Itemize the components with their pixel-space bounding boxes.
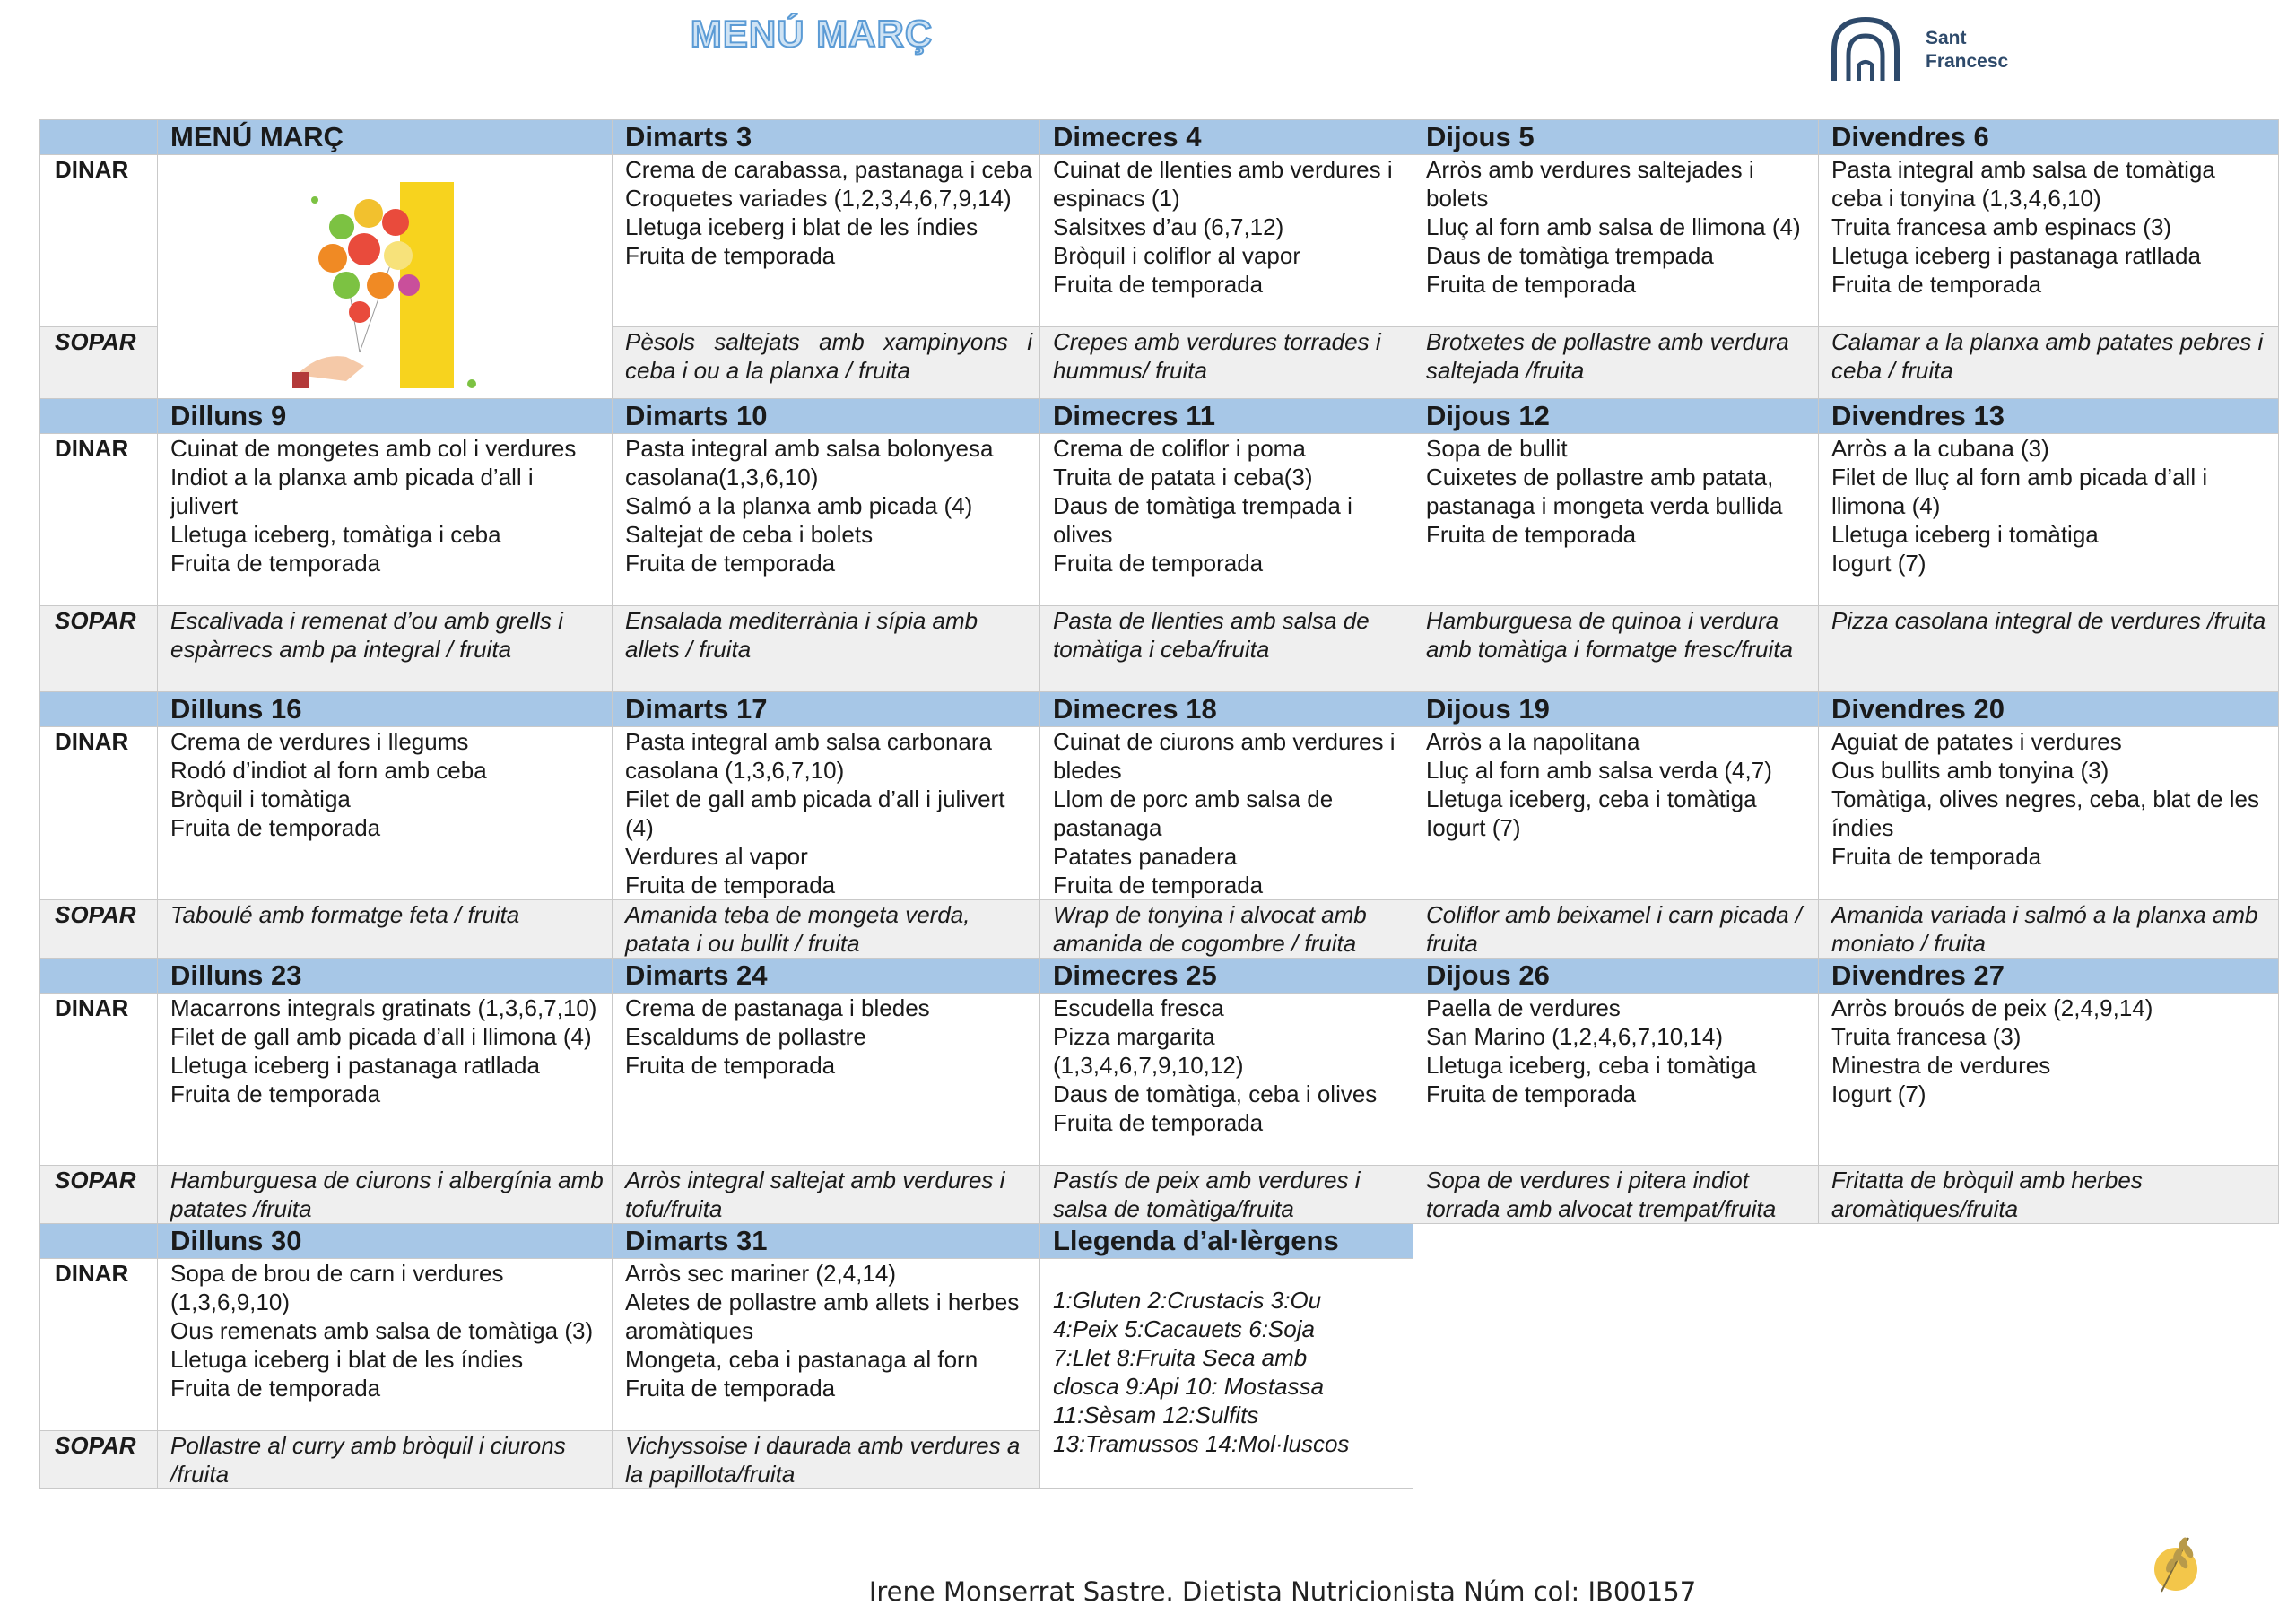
dish: Crema de coliflor i poma	[1053, 435, 1306, 462]
dish: Lletuga iceberg i pastanaga ratllada	[1831, 242, 2201, 269]
dish: Bròquil i tomàtiga	[170, 785, 351, 812]
dish: Crema de carabassa, pastanaga i ceba	[625, 156, 1032, 183]
header-corner-label	[40, 1224, 158, 1259]
day-header: Dijous 26	[1413, 959, 1819, 994]
dish: Escaldums de pollastre	[625, 1023, 866, 1050]
dish: Rodó d’indiot al forn amb ceba	[170, 757, 487, 784]
dish: Arròs brouós de peix (2,4,9,14)	[1831, 994, 2153, 1021]
dish: Pasta integral amb salsa carbonara casolana (1,3,6,7,10)	[625, 728, 993, 784]
sopar-row	[40, 900, 2279, 959]
dish: Croquetes variades (1,2,3,4,6,7,9,14)	[625, 185, 1012, 212]
dinar-cell	[613, 727, 1040, 900]
dinar-label: DINAR	[40, 155, 158, 327]
dish: Ous remenats amb salsa de tomàtiga (3)	[170, 1317, 594, 1344]
dish: Saltejat de ceba i bolets	[625, 521, 874, 548]
dinar-row	[40, 434, 2279, 606]
day-header: Dijous 12	[1413, 399, 1819, 434]
sopar-cell: Calamar a la planxa amb patates pebres i ceba / fruita	[1819, 327, 2279, 399]
header-corner-label	[40, 959, 158, 994]
dish: Sopa de bullit	[1426, 435, 1568, 462]
legend-line: 7:Llet 8:Fruita Seca amb	[1053, 1344, 1308, 1371]
dish: Lluç al forn amb salsa verda (4,7)	[1426, 757, 1772, 784]
dish: Pasta integral amb salsa de tomàtiga ceba i tonyina (1,3,4,6,10)	[1831, 156, 2215, 212]
dish: Fruita de temporada	[1053, 872, 1264, 898]
dinar-cell	[1413, 727, 1819, 900]
dinar-cell	[613, 155, 1040, 327]
dish: Fruita de temporada	[625, 1052, 836, 1079]
dinar-cell	[1413, 434, 1819, 606]
fruit-illustration-cell	[158, 155, 613, 399]
dish: Lletuga iceberg i tomàtiga	[1831, 521, 2099, 548]
dinar-cell	[1413, 994, 1819, 1166]
dish: Fruita de temporada	[625, 242, 836, 269]
dish: Daus de tomàtiga, ceba i olives	[1053, 1081, 1378, 1107]
day-header: Dimarts 24	[613, 959, 1040, 994]
school-logo	[1825, 14, 2031, 86]
dinar-row	[40, 155, 2279, 327]
sopar-cell: Amanida variada i salmó a la planxa amb moniato / fruita	[1819, 900, 2279, 959]
dish: Cuinat de llenties amb verdures i espinacs (1)	[1053, 156, 1393, 212]
dish: Filet de gall amb picada d’all i llimona (4)	[170, 1023, 592, 1050]
dish: Arròs a la napolitana	[1426, 728, 1640, 755]
sopar-label: SOPAR	[40, 1166, 158, 1224]
logo-line1: Sant	[1926, 28, 1967, 48]
dish: Pizza margarita (1,3,4,6,7,9,10,12)	[1053, 1023, 1244, 1079]
week-corner-title: MENÚ MARÇ	[158, 120, 613, 155]
dinar-cell	[1413, 155, 1819, 327]
dish: Daus de tomàtiga trempada	[1426, 242, 1714, 269]
dinar-cell	[1040, 994, 1413, 1166]
dish: Patates panadera	[1053, 843, 1238, 870]
dinar-cell	[613, 994, 1040, 1166]
dish: Fruita de temporada	[1831, 843, 2042, 870]
dish: Iogurt (7)	[1426, 814, 1521, 841]
dish: San Marino (1,2,4,6,7,10,14)	[1426, 1023, 1723, 1050]
sopar-cell: Amanida teba de mongeta verda, patata i ou bullit / fruita	[613, 900, 1040, 959]
dish: Lletuga iceberg, tomàtiga i ceba	[170, 521, 501, 548]
day-header: Dimecres 18	[1040, 692, 1413, 727]
dish: Fruita de temporada	[1426, 1081, 1637, 1107]
day-header: Dijous 19	[1413, 692, 1819, 727]
dish: Fruita de temporada	[625, 1375, 836, 1402]
sopar-cell: Coliflor amb beixamel i carn picada / fruita	[1413, 900, 1819, 959]
dish: Fruita de temporada	[170, 814, 381, 841]
dish: Salsitxes d’au (6,7,12)	[1053, 213, 1284, 240]
dinar-cell	[158, 1259, 613, 1431]
dinar-cell	[158, 994, 613, 1166]
dish: Paella de verdures	[1426, 994, 1621, 1021]
sopar-cell: Hamburguesa de ciurons i albergínia amb patates /fruita	[158, 1166, 613, 1224]
sopar-cell: Pollastre al curry amb bròquil i ciurons /fruita	[158, 1431, 613, 1489]
dinar-cell	[1819, 727, 2279, 900]
sopar-cell: Sopa de verdures i pitera indiot torrada amb alvocat trempat/fruita	[1413, 1166, 1819, 1224]
dinar-cell	[158, 434, 613, 606]
dish: Fruita de temporada	[170, 1375, 381, 1402]
dish: Tomàtiga, olives negres, ceba, blat de les índies	[1831, 785, 2259, 841]
footer-credit: Irene Monserrat Sastre. Dietista Nutricionista Núm col: IB00157	[868, 1576, 1697, 1607]
dish: Lletuga iceberg i blat de les índies	[170, 1346, 524, 1373]
sopar-cell: Wrap de tonyina i alvocat amb amanida de cogombre / fruita	[1040, 900, 1413, 959]
sopar-cell: Taboulé amb formatge feta / fruita	[158, 900, 613, 959]
dish: Lletuga iceberg i pastanaga ratllada	[170, 1052, 540, 1079]
dish: Arròs a la cubana (3)	[1831, 435, 2049, 462]
header-corner-label	[40, 399, 158, 434]
day-header: Divendres 6	[1819, 120, 2279, 155]
dish: Escudella fresca	[1053, 994, 1224, 1021]
legend-line: 4:Peix 5:Cacauets 6:Soja	[1053, 1315, 1315, 1342]
dish: Verdures al vapor	[625, 843, 808, 870]
day-header: Dilluns 9	[158, 399, 613, 434]
arch-icon	[1825, 14, 1915, 86]
day-header: Divendres 20	[1819, 692, 2279, 727]
dish: Macarrons integrals gratinats (1,3,6,7,10)	[170, 994, 597, 1021]
sopar-label: SOPAR	[40, 606, 158, 692]
dish: Truita francesa (3)	[1831, 1023, 2022, 1050]
sopar-cell: Pastís de peix amb verdures i salsa de tomàtiga/fruita	[1040, 1166, 1413, 1224]
page-title: MENÚ MARÇ	[690, 13, 934, 55]
sopar-label: SOPAR	[40, 1431, 158, 1489]
dish: Fruita de temporada	[1426, 521, 1637, 548]
dish: Fruita de temporada	[1053, 271, 1264, 298]
dinar-cell	[1819, 994, 2279, 1166]
dinar-label: DINAR	[40, 727, 158, 900]
sopar-row	[40, 606, 2279, 692]
dinar-cell	[1040, 434, 1413, 606]
dish: Arròs amb verdures saltejades i bolets	[1426, 156, 1754, 212]
dish: Fruita de temporada	[1053, 550, 1264, 577]
week-5-header	[40, 1224, 2279, 1259]
week-3-header	[40, 692, 2279, 727]
sopar-cell: Hamburguesa de quinoa i verdura amb tomàtiga i formatge fresc/fruita	[1413, 606, 1819, 692]
dish: Cuinat de mongetes amb col i verdures	[170, 435, 577, 462]
wheat-icon	[2144, 1524, 2206, 1596]
day-header: Dimecres 25	[1040, 959, 1413, 994]
dish: Fruita de temporada	[170, 550, 381, 577]
dish: Arròs sec mariner (2,4,14)	[625, 1260, 896, 1287]
dish: Filet de gall amb picada d’all i julivert (4)	[625, 785, 1005, 841]
logo-line2: Francesc	[1926, 51, 2009, 72]
day-header: Dimarts 3	[613, 120, 1040, 155]
dish: Crema de verdures i llegums	[170, 728, 469, 755]
dish: Fruita de temporada	[170, 1081, 381, 1107]
sopar-cell: Pizza casolana integral de verdures /fruita	[1819, 606, 2279, 692]
dinar-label: DINAR	[40, 1259, 158, 1431]
allergen-legend	[1040, 1259, 1413, 1489]
legend-line: 1:Gluten 2:Crustacis 3:Ou	[1053, 1287, 1322, 1314]
dinar-row	[40, 994, 2279, 1166]
dish: Cuixetes de pollastre amb patata, pastanaga i mongeta verda bullida	[1426, 464, 1783, 519]
day-header: Dimecres 11	[1040, 399, 1413, 434]
day-header: Dimarts 17	[613, 692, 1040, 727]
dinar-cell	[1040, 727, 1413, 900]
dinar-row	[40, 727, 2279, 900]
day-header: Dilluns 30	[158, 1224, 613, 1259]
dish: Indiot a la planxa amb picada d’all i julivert	[170, 464, 534, 519]
dish: Truita de patata i ceba(3)	[1053, 464, 1313, 490]
dish: Crema de pastanaga i bledes	[625, 994, 930, 1021]
dinar-cell	[1819, 155, 2279, 327]
dish: Lletuga iceberg, ceba i tomàtiga	[1426, 785, 1757, 812]
day-header: Dilluns 16	[158, 692, 613, 727]
sopar-cell: Brotxetes de pollastre amb verdura saltejada /fruita	[1413, 327, 1819, 399]
day-header: Divendres 13	[1819, 399, 2279, 434]
dinar-cell	[1040, 155, 1413, 327]
dinar-label: DINAR	[40, 434, 158, 606]
dinar-cell	[1819, 434, 2279, 606]
sopar-cell: Pasta de llenties amb salsa de tomàtiga i ceba/fruita	[1040, 606, 1413, 692]
legend-line: 11:Sèsam 12:Sulfits	[1053, 1402, 1259, 1428]
dish: Mongeta, ceba i pastanaga al forn	[625, 1346, 978, 1373]
dish: Lletuga iceberg, ceba i tomàtiga	[1426, 1052, 1757, 1079]
header-corner-label	[40, 692, 158, 727]
week-1-header	[40, 120, 2279, 155]
dish: Daus de tomàtiga trempada i olives	[1053, 492, 1352, 548]
sopar-cell: Vichyssoise i daurada amb verdures a la papillota/fruita	[613, 1431, 1040, 1489]
menu-table	[39, 119, 2279, 1489]
dish: Sopa de brou de carn i verdures (1,3,6,9,10)	[170, 1260, 504, 1315]
dish: Iogurt (7)	[1831, 550, 1926, 577]
day-header: Divendres 27	[1819, 959, 2279, 994]
sopar-cell: Fritatta de bròquil amb herbes aromàtiques/fruita	[1819, 1166, 2279, 1224]
dish: Salmó a la planxa amb picada (4)	[625, 492, 973, 519]
legend-line: closca 9:Api 10: Mostassa	[1053, 1373, 1325, 1400]
dish: Fruita de temporada	[625, 550, 836, 577]
sopar-label: SOPAR	[40, 327, 158, 399]
day-header: Dimarts 31	[613, 1224, 1040, 1259]
blank-area	[1413, 1224, 2279, 1489]
legend-header: Llegenda d’al·lèrgens	[1040, 1224, 1413, 1259]
day-header: Dilluns 23	[158, 959, 613, 994]
dish: Aletes de pollastre amb allets i herbes aromàtiques	[625, 1289, 1020, 1344]
dinar-cell	[613, 434, 1040, 606]
sopar-cell: Crepes amb verdures torrades i hummus/ fruita	[1040, 327, 1413, 399]
dish: Bròquil i coliflor al vapor	[1053, 242, 1301, 269]
dish: Truita francesa amb espinacs (3)	[1831, 213, 2172, 240]
dish: Fruita de temporada	[1831, 271, 2042, 298]
dish: Cuinat de ciurons amb verdures i bledes	[1053, 728, 1396, 784]
dish: Llom de porc amb salsa de pastanaga	[1053, 785, 1334, 841]
dish: Iogurt (7)	[1831, 1081, 1926, 1107]
sopar-label: SOPAR	[40, 900, 158, 959]
dinar-cell	[613, 1259, 1040, 1431]
dish: Aguiat de patates i verdures	[1831, 728, 2122, 755]
dinar-label: DINAR	[40, 994, 158, 1166]
day-header: Dijous 5	[1413, 120, 1819, 155]
dish: Filet de lluç al forn amb picada d’all i llimona (4)	[1831, 464, 2208, 519]
week-4-header	[40, 959, 2279, 994]
sopar-cell: Escalivada i remenat d’ou amb grells i espàrrecs amb pa integral / fruita	[158, 606, 613, 692]
dish: Fruita de temporada	[625, 872, 836, 898]
header-corner-label	[40, 120, 158, 155]
sopar-row	[40, 1166, 2279, 1224]
sopar-cell: Ensalada mediterrània i sípia amb allets / fruita	[613, 606, 1040, 692]
dish: Fruita de temporada	[1426, 271, 1637, 298]
dish: Ous bullits amb tonyina (3)	[1831, 757, 2109, 784]
dish: Lletuga iceberg i blat de les índies	[625, 213, 978, 240]
dish: Lluç al forn amb salsa de llimona (4)	[1426, 213, 1801, 240]
week-2-header	[40, 399, 2279, 434]
dish: Pasta integral amb salsa bolonyesa casolana(1,3,6,10)	[625, 435, 994, 490]
fruit-balloons-icon	[292, 173, 490, 388]
day-header: Dimecres 4	[1040, 120, 1413, 155]
dish: Fruita de temporada	[1053, 1109, 1264, 1136]
dish: Minestra de verdures	[1831, 1052, 2051, 1079]
dinar-cell	[158, 727, 613, 900]
legend-line: 13:Tramussos 14:Mol·luscos	[1053, 1430, 1350, 1457]
sopar-cell: Pèsols saltejats amb xampinyons i ceba i ou a la planxa / fruita	[613, 327, 1040, 399]
day-header: Dimarts 10	[613, 399, 1040, 434]
sopar-cell: Arròs integral saltejat amb verdures i tofu/fruita	[613, 1166, 1040, 1224]
